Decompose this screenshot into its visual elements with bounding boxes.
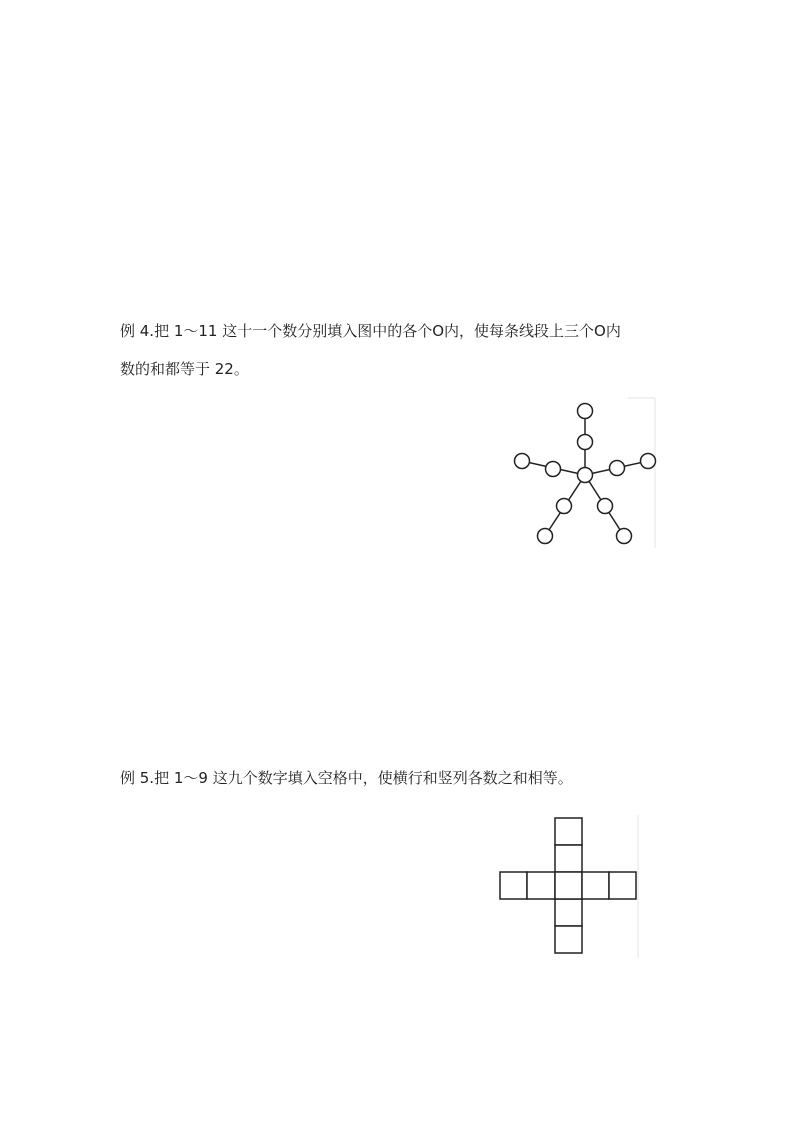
- right-outer-circle[interactable]: [641, 454, 656, 469]
- lower-left-inner-circle[interactable]: [557, 499, 572, 514]
- grid-cell-col-4[interactable]: [555, 899, 582, 926]
- lower-right-outer-circle[interactable]: [617, 529, 632, 544]
- top-outer-circle[interactable]: [578, 404, 593, 419]
- grid-cell-col-5[interactable]: [555, 926, 582, 953]
- grid-cell-row-1[interactable]: [500, 872, 527, 899]
- grid-cell-center[interactable]: [555, 872, 582, 899]
- grid-cell-col-2[interactable]: [555, 845, 582, 872]
- problem-4-text-line-2: 数的和都等于 22。: [120, 360, 249, 378]
- lower-right-inner-circle[interactable]: [598, 499, 613, 514]
- grid-cell-col-1[interactable]: [555, 818, 582, 845]
- problem-4-text-line-1: 例 4.把 1～11 这十一个数分别填入图中的各个O内，使每条线段上三个O内: [120, 322, 621, 340]
- grid-cell-row-4[interactable]: [582, 872, 609, 899]
- problem-5-text-line-1: 例 5.把 1～9 这九个数字填入空格中，使横行和竖列各数之和相等。: [120, 769, 573, 787]
- right-inner-circle[interactable]: [610, 461, 625, 476]
- center-circle[interactable]: [578, 468, 593, 483]
- left-outer-circle[interactable]: [515, 454, 530, 469]
- grid-cell-row-2[interactable]: [527, 872, 555, 899]
- grid-cell-row-5[interactable]: [609, 872, 636, 899]
- top-inner-circle[interactable]: [578, 435, 593, 450]
- lower-left-outer-circle[interactable]: [538, 529, 553, 544]
- left-inner-circle[interactable]: [546, 462, 561, 477]
